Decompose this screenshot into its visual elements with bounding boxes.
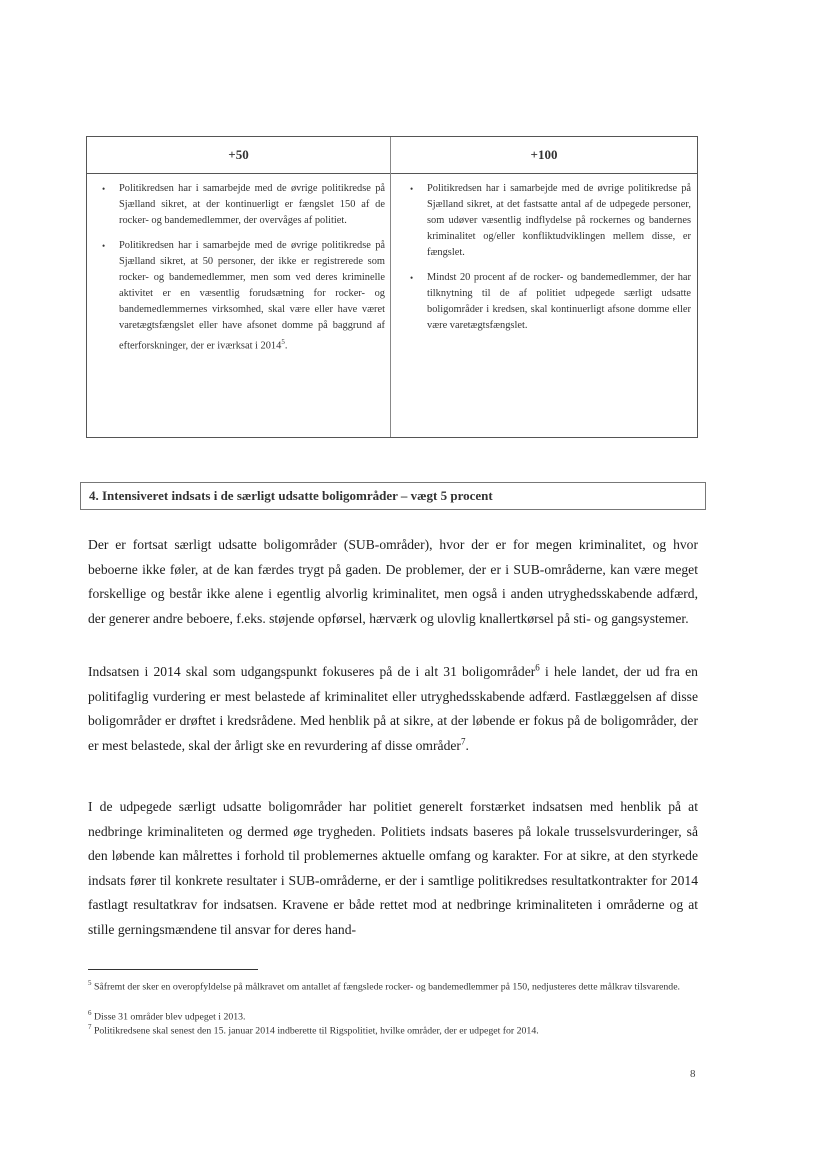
bullet-icon: • xyxy=(102,184,106,194)
paragraph-text: Indsatsen i 2014 skal som udgangspunkt fokuseres på de i alt 31 boligområder xyxy=(88,664,536,679)
column-header-plus50: +50 xyxy=(228,147,249,162)
footnote-number: 7 xyxy=(88,1023,92,1031)
footnote xyxy=(88,976,698,994)
table-bullet xyxy=(401,181,691,261)
table-bullet xyxy=(93,238,385,354)
table-column-plus50 xyxy=(93,181,385,363)
footnote-number: 5 xyxy=(88,979,92,987)
table-column-plus100 xyxy=(401,181,691,343)
bullet-text-end: . xyxy=(284,340,288,352)
footnote-ref: 5 xyxy=(281,338,285,346)
bullet-icon: • xyxy=(102,241,106,251)
table-header-row xyxy=(87,137,697,174)
bullet-text: Politikredsen har i samarbejde med de øvrige politikredse på Sjælland sikret, at der kontinuerligt er fængslet 150 af de rocker- og bandemedlemmer, der overvåges af politiet. xyxy=(119,183,385,226)
footnote-number: 6 xyxy=(88,1009,92,1017)
bullet-text: Politikredsen har i samarbejde med de øvrige politikredse på Sjælland sikret, at 50 personer, der ikke er registrerede som rocker- og bandemedlemmer, men som ved deres kriminelle aktivitet er en væsentlig forudsætning for rocker- og bandemedlemmernes virksomhed, skal være eller have været varetægtsfængslet eller have afsonet domme på baggrund af efterforskninger, der er iværksat i 2014 xyxy=(119,240,385,352)
paragraph: Der er fortsat særligt udsatte boligområder (SUB-områder), hvor der er for megen kriminalitet, og hvor beboerne ikke føler, at de kan færdes trygt på gaden. De problemer, der er i SUB-områderne, kan være meget forskellige og består ikke alene i egentlig alvorlig kriminalitet, men også i anden utryghedsskabende adfærd, der generer andre beboere, f.eks. støjende opførsel, hærværk og ulovlig knallertkørsel på sti- og gangsystemer. xyxy=(88,537,698,626)
footnote-ref: 6 xyxy=(535,662,540,673)
paragraph xyxy=(88,660,698,758)
paragraph-text: i hele landet, der ud fra en politifaglig vurdering er mest belastede af kriminalitet eller utryghedsskabende adfærd. Fastlæggelsen af disse boligområder er drøftet i kredsrådene. Med henblik på at sikre, at der løbende er fokus på de boligområder, der er mest belastede, skal der årligt ske en revurdering af disse områder xyxy=(88,664,698,753)
bullet-icon: • xyxy=(410,273,414,283)
page-number: 8 xyxy=(690,1068,696,1080)
footnote-text: Politikredsene skal senest den 15. januar 2014 indberette til Rigspolitiet, hvilke områder, der er udpeget for 2014. xyxy=(93,1025,539,1037)
paragraph-text: . xyxy=(465,737,469,753)
target-table xyxy=(86,136,698,438)
footnote-text: Disse 31 områder blev udpeget i 2013. xyxy=(93,1011,246,1023)
bullet-icon: • xyxy=(410,184,414,194)
bullet-text: Politikredsen har i samarbejde med de øvrige politikredse på Sjælland sikret, at det fastsatte antal af de udpegede personer, som udøver væsentlig indflydelse på rockernes og bandernes kriminalitet og/eller konfliktudviklingen mellem disse, er fængslet. xyxy=(427,183,691,258)
column-header-plus100: +100 xyxy=(530,147,558,162)
table-column-divider xyxy=(390,137,391,437)
footnote-separator xyxy=(88,969,258,970)
section-heading: 4. Intensiveret indsats i de særligt udsatte boligområder – vægt 5 procent xyxy=(89,488,493,503)
paragraph: I de udpegede særligt udsatte boligområder har politiet generelt forstærket indsatsen med henblik på at nedbringe kriminaliteten og dermed øge trygheden. Politiets indsats baseres på lokale trusselsvurderinger, så den løbende kan målrettes i forhold til problemernes aktuelle omfang og karakter. For at sikre, at den styrkede indsats fører til konkrete resultater i SUB-områderne, er der i samtlige politikredses resultatkontrakter for 2014 fastlagt resultatkrav for indsatsen. Kravene er både rettet mod at nedbringe kriminaliteten i områderne og at stille gerningsmændene til ansvar for deres hand- xyxy=(88,799,698,937)
footnote xyxy=(88,1020,698,1038)
table-bullet xyxy=(401,270,691,334)
bullet-text: Mindst 20 procent af de rocker- og bandemedlemmer, der har tilknytning til de af politiet udpegede særligt udsatte boligområder i kredsen, skal kontinuerligt afsone domme eller være varetægtsfængslet. xyxy=(427,272,691,331)
table-bullet xyxy=(93,181,385,229)
footnote-ref: 7 xyxy=(460,735,466,746)
section-heading-box xyxy=(80,482,706,510)
footnote-text: Såfremt der sker en overopfyldelse på målkravet om antallet af fængslede rocker- og bandemedlemmer på 150, nedjusteres dette målkrav tilsvarende. xyxy=(93,981,680,993)
